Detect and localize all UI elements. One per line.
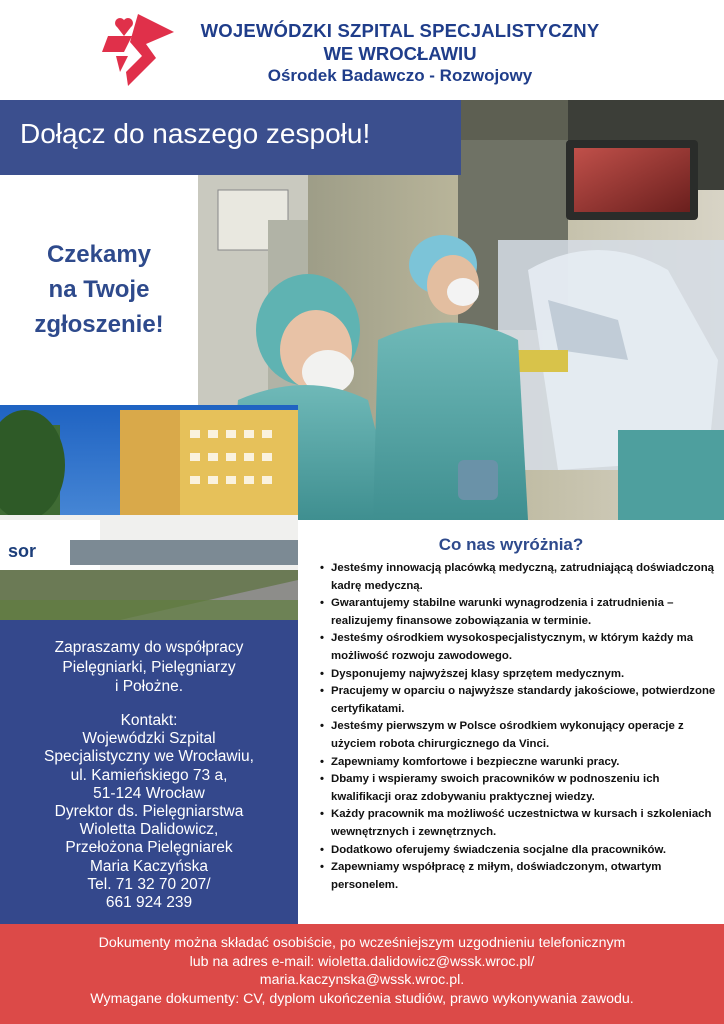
contact-details — [4, 712, 294, 912]
contact-address-street: ul. Kamieńskiego 73 a, — [70, 766, 228, 784]
contact-heading: Kontakt: — [120, 712, 178, 729]
waiting-line3: zgłoszenie! — [34, 311, 164, 338]
contact-line: Maria Kaczyńska — [89, 857, 208, 875]
waiting-text — [0, 237, 198, 342]
banner-title: Dołącz do naszego zespołu! — [20, 118, 371, 149]
contact-phone-mobile[interactable]: 661 924 239 — [105, 894, 193, 912]
advantages-list — [320, 560, 716, 894]
contact-phone[interactable]: Tel. 71 32 70 207/ — [87, 875, 211, 893]
invitation-text — [4, 638, 294, 697]
invitation-line2: Pielęgniarki, Pielęgniarzy — [62, 658, 236, 676]
list-item: • Dodatkowo oferujemy świadczenia socjalne dla pracowników. — [320, 842, 716, 860]
list-item: • Każdy pracownik ma możliwość uczestnictwa w kursach i szkoleniach wewnętrznych i zewnętrznych. — [320, 806, 716, 841]
documents-footer — [0, 924, 724, 1024]
list-item: • Jesteśmy ośrodkiem wysokospecjalistycznym, w którym każdy ma możliwość rozwoju zawodowego. — [320, 630, 716, 665]
list-item: • Dbamy i wspieramy swoich pracowników w podnoszeniu ich kwalifikacji oraz zdobywaniu praktycznej wiedzy. — [320, 771, 716, 806]
invitation-line3: i Położne. — [114, 678, 184, 695]
hospital-name-line2: WE WROCŁAWIU — [323, 43, 477, 64]
page-header — [0, 0, 724, 100]
contact-line: Przełożona Pielęgniarek — [65, 839, 233, 857]
hospital-name-line1: WOJEWÓDZKI SZPITAL SPECJALISTYCZNY — [200, 20, 600, 41]
hospital-building-photo — [0, 405, 298, 620]
contact-line: Wioletta Dalidowicz, — [79, 821, 219, 839]
invitation-line1: Zapraszamy do współpracy — [54, 639, 244, 656]
footer-required-documents: Wymagane dokumenty: CV, dyplom ukończenia studiów, prawo wykonywania zawodu. — [90, 990, 634, 1007]
sor-sign: sor — [8, 541, 37, 561]
list-item: • Zapewniamy komfortowe i bezpieczne warunki pracy. — [320, 754, 716, 772]
contact-line: Dyrektor ds. Pielęgniarstwa — [54, 803, 244, 821]
hospital-subtitle: Ośrodek Badawczo - Rozwojowy — [267, 66, 533, 85]
waiting-line1: Czekamy — [46, 241, 152, 268]
footer-email-line2[interactable]: maria.kaczynska@wssk.wroc.pl. — [259, 972, 465, 988]
list-item: • Dysponujemy najwyższej klasy sprzętem medycznym. — [320, 666, 716, 684]
contact-panel — [0, 620, 298, 924]
footer-email-line[interactable]: lub na adres e-mail: wioletta.dalidowicz@wssk.wroc.pl/ — [189, 953, 535, 970]
waiting-panel — [0, 175, 198, 405]
contact-line: Wojewódzki Szpital — [82, 730, 216, 748]
footer-line1: Dokumenty można składać osobiście, po wcześniejszym uzgodnieniu telefonicznym — [98, 935, 626, 951]
footer-text — [0, 934, 724, 1008]
list-item: • Jesteśmy innowacją placówką medyczną, zatrudniającą doświadczoną kadrę medyczną. — [320, 560, 716, 595]
advantages-title: Co nas wyróżnia? — [438, 535, 584, 554]
list-item: • Gwarantujemy stabilne warunki wynagrodzenia i zatrudnienia – realizujemy finansowe zobowiązania w terminie. — [320, 595, 716, 630]
list-item: • Pracujemy w oparciu o najwyższe standardy jakościowe, potwierdzone certyfikatami. — [320, 683, 716, 718]
list-item: • Zapewniamy współpracę z miłym, doświadczonym, otwartym personelem. — [320, 859, 716, 894]
advantages-panel — [298, 520, 724, 924]
list-item: • Jesteśmy pierwszym w Polsce ośrodkiem wykonujący operacje z użyciem robota chirurgicznego da Vinci. — [320, 718, 716, 753]
contact-line: Specjalistyczny we Wrocławiu, — [44, 748, 254, 766]
join-team-banner — [0, 100, 461, 175]
hospital-heart-logo-icon — [98, 12, 178, 88]
waiting-line2: na Twoje — [48, 276, 150, 303]
contact-address-city: 51-124 Wrocław — [93, 784, 205, 802]
